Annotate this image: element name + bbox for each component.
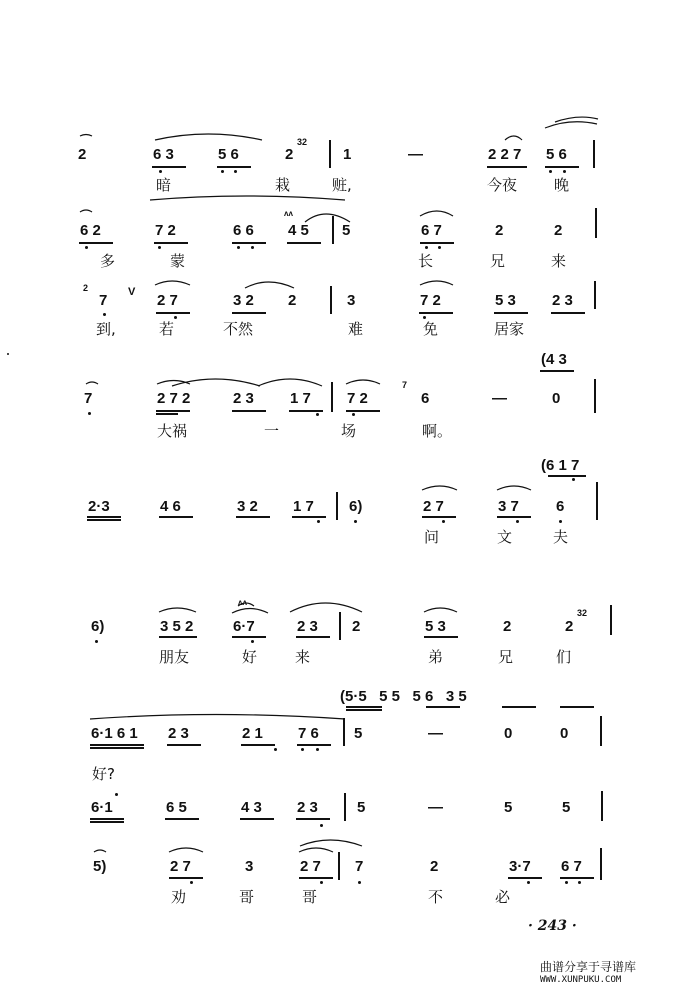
note: 7 2 (155, 222, 176, 239)
note: 2 2 7 (488, 146, 522, 163)
low-dot (442, 520, 445, 523)
bar-line (336, 492, 338, 520)
slur (155, 281, 190, 285)
breath-mark: V (128, 286, 136, 298)
slur (505, 136, 522, 140)
bar-line (600, 716, 602, 746)
low-dot (237, 246, 240, 249)
note: 2 7 (300, 858, 321, 875)
underline (232, 312, 266, 314)
underline (79, 242, 113, 244)
underline (236, 516, 270, 518)
bar-line (601, 791, 603, 821)
tie (80, 210, 92, 212)
slur (420, 281, 453, 285)
note: 1 7 (293, 498, 314, 515)
underline (169, 877, 203, 879)
lyric: 哥 (302, 888, 318, 906)
note: 7 2 (347, 390, 368, 407)
slur (300, 840, 362, 846)
note: 5 (342, 222, 351, 239)
trill-mark: ʌʌ (284, 209, 293, 218)
tie (80, 135, 92, 137)
note: 2 3 (168, 725, 189, 742)
lyric: 暗 (156, 176, 172, 194)
note: 2·3 (88, 498, 110, 515)
lyric: 难 (348, 320, 364, 338)
lyric: 哥 (239, 888, 255, 906)
note: — (492, 390, 507, 407)
note: 4 6 (160, 498, 181, 515)
underline (346, 706, 382, 708)
low-dot (549, 170, 552, 173)
underline (87, 516, 121, 518)
underline (154, 242, 188, 244)
lyric: 好? (92, 765, 115, 783)
underline (232, 410, 266, 412)
note: 6·1 6 1 (91, 725, 138, 742)
note: 3·7 (509, 858, 531, 875)
note: 3 2 (237, 498, 258, 515)
underline (241, 744, 275, 746)
underline (217, 166, 251, 168)
note: 6) (91, 618, 105, 635)
underline (156, 410, 190, 412)
page-number: · 243 · (528, 918, 577, 934)
note: 0 (504, 725, 513, 742)
lyric: 来 (551, 252, 567, 270)
lyric: 长 (418, 252, 434, 270)
lyric: 好 (242, 648, 258, 666)
low-dot (190, 881, 193, 884)
lyric: 晚 (554, 176, 570, 194)
underline (297, 744, 331, 746)
note: 5 (504, 799, 513, 816)
low-dot (103, 313, 106, 316)
slur (290, 603, 362, 612)
underline (419, 312, 453, 314)
slur (422, 486, 457, 490)
underline (159, 516, 193, 518)
note: 7 2 (420, 292, 441, 309)
lyric: 场 (341, 422, 357, 440)
note: 2 7 (170, 858, 191, 875)
note: 2 3 (552, 292, 573, 309)
low-dot (578, 881, 581, 884)
bar-line (600, 848, 602, 880)
underline (540, 370, 574, 372)
grace-note: 7 (402, 380, 408, 390)
underline (487, 166, 527, 168)
slur (155, 134, 262, 140)
underline (90, 818, 124, 820)
slur (545, 122, 597, 128)
slur (172, 379, 260, 386)
slur (299, 848, 333, 852)
underline (296, 818, 330, 820)
underline (346, 410, 380, 412)
note: 2 3 (297, 799, 318, 816)
note: 1 (343, 146, 352, 163)
underline (167, 744, 201, 746)
lyric: 大祸 (157, 422, 188, 440)
note: 4 5 (288, 222, 309, 239)
note: 5 3 (425, 618, 446, 635)
note: 2 1 (242, 725, 263, 742)
stray-dot (7, 353, 9, 355)
low-dot (251, 246, 254, 249)
lyric: 不然 (223, 320, 254, 338)
lyric: 们 (556, 648, 572, 666)
grace-note: 32 (297, 137, 308, 147)
slur (555, 117, 598, 122)
note: 3 7 (498, 498, 519, 515)
lyric: 啊。 (422, 422, 453, 440)
low-dot (320, 881, 323, 884)
note: 2 (495, 222, 504, 239)
low-dot (559, 520, 562, 523)
bar-line (343, 718, 345, 746)
note: — (428, 725, 443, 742)
low-dot (572, 478, 575, 481)
bar-line (332, 216, 334, 244)
slur (157, 381, 190, 385)
underline (156, 312, 190, 314)
note: 5 3 (495, 292, 516, 309)
note: 0 (552, 390, 561, 407)
note: 3 2 (233, 292, 254, 309)
underline (422, 516, 456, 518)
slur (346, 380, 380, 384)
lyric: 兄 (490, 252, 506, 270)
note: 2 (352, 618, 361, 635)
lyric: 不 (428, 888, 444, 906)
intro-notes: (5·5 5 5 5 6 3 5 (340, 688, 467, 705)
underline (502, 706, 536, 708)
slur (90, 715, 345, 720)
note: 6·1 (91, 799, 113, 816)
underline (545, 166, 579, 168)
lyric: 朋友 (159, 648, 190, 666)
low-dot (352, 413, 355, 416)
low-dot (316, 413, 319, 416)
note: 2 (78, 146, 87, 163)
low-dot (95, 640, 98, 643)
note: 6 (421, 390, 430, 407)
note: 6 (556, 498, 565, 515)
grace-note: 32 (577, 608, 588, 618)
bar-line (338, 852, 340, 880)
lyric: 一 (264, 422, 280, 440)
underline (165, 818, 199, 820)
underline (287, 242, 321, 244)
slur (258, 379, 322, 386)
underline (424, 636, 458, 638)
note: 5 (357, 799, 366, 816)
low-dot (527, 881, 530, 884)
underline (152, 166, 186, 168)
note: 4 3 (241, 799, 262, 816)
slur (232, 609, 268, 614)
bar-line (330, 286, 332, 314)
note: 2 (554, 222, 563, 239)
bar-line (331, 382, 333, 412)
lyric: 劝 (171, 888, 187, 906)
note: 5) (93, 858, 107, 875)
note: 2 7 2 (157, 390, 191, 407)
note: 7 (99, 292, 108, 309)
note: 2 (430, 858, 439, 875)
low-dot (516, 520, 519, 523)
underline (420, 242, 454, 244)
bar-line (339, 612, 341, 640)
bar-line (594, 379, 596, 413)
note: 2 (503, 618, 512, 635)
note: 7 (84, 390, 93, 407)
slur (169, 848, 203, 852)
note: 6) (349, 498, 363, 515)
underline (346, 709, 382, 711)
note: 2 (565, 618, 574, 635)
note: 0 (560, 725, 569, 742)
note: 2 3 (297, 618, 318, 635)
note: 5 6 (218, 146, 239, 163)
lyric: 居家 (494, 320, 525, 338)
slur (305, 214, 350, 222)
low-dot (159, 170, 162, 173)
bar-line (593, 140, 595, 168)
note: 6·7 (233, 618, 255, 635)
slur (245, 282, 294, 288)
note: 6 2 (80, 222, 101, 239)
note: — (408, 146, 423, 163)
low-dot (316, 748, 319, 751)
low-dot (358, 881, 361, 884)
low-dot (234, 170, 237, 173)
low-dot (158, 246, 161, 249)
underline (156, 413, 178, 415)
tie (86, 382, 98, 384)
bar-line (329, 140, 331, 168)
grace-note: 2 (83, 283, 89, 293)
underline (232, 242, 266, 244)
bar-line (596, 482, 598, 520)
note: 6 7 (421, 222, 442, 239)
underline (232, 636, 266, 638)
low-dot (221, 170, 224, 173)
underline (494, 312, 528, 314)
low-dot (274, 748, 277, 751)
slur (420, 211, 453, 216)
intro-notes: (4 3 (541, 351, 567, 368)
slur (150, 196, 345, 200)
note: 6 6 (233, 222, 254, 239)
bar-line (595, 208, 597, 238)
underline (548, 475, 586, 477)
underline (497, 516, 531, 518)
lyric: 夫 (553, 528, 569, 546)
bar-line (344, 793, 346, 821)
low-dot (423, 316, 426, 319)
underline (292, 516, 326, 518)
note: 6 5 (166, 799, 187, 816)
note: 2 7 (423, 498, 444, 515)
note: 3 5 2 (160, 618, 194, 635)
underline (289, 410, 323, 412)
note: 5 (354, 725, 363, 742)
note: 6 3 (153, 146, 174, 163)
note: 6 7 (561, 858, 582, 875)
lyric: 若 (159, 320, 175, 338)
low-dot (88, 412, 91, 415)
note: 5 (562, 799, 571, 816)
low-dot (438, 246, 441, 249)
note: — (428, 799, 443, 816)
low-dot (251, 640, 254, 643)
high-dot (115, 793, 118, 796)
lyric: 免 (423, 320, 439, 338)
trill-mark: ʌʌ (238, 598, 247, 607)
lyric: 文 (497, 528, 513, 546)
note: 5 6 (546, 146, 567, 163)
underline (551, 312, 585, 314)
note: 7 6 (298, 725, 319, 742)
lyric: 弟 (428, 648, 444, 666)
note: 2 (288, 292, 297, 309)
lyric: 问 (424, 528, 440, 546)
underline (426, 706, 460, 708)
underline (508, 877, 542, 879)
underline (240, 818, 274, 820)
underline (159, 636, 197, 638)
note: 7 (355, 858, 364, 875)
lyric: 赃, (332, 176, 352, 194)
slur (159, 608, 196, 612)
note: 2 7 (157, 292, 178, 309)
note: 3 (245, 858, 254, 875)
low-dot (320, 824, 323, 827)
lyric: 多 (100, 252, 116, 270)
note: 2 (285, 146, 294, 163)
watermark-url: WWW.XUNPUKU.COM (540, 975, 622, 985)
lyric: 必 (495, 888, 511, 906)
underline (560, 706, 594, 708)
lyric: 今夜 (487, 176, 518, 194)
slur (497, 486, 531, 490)
low-dot (565, 881, 568, 884)
low-dot (563, 170, 566, 173)
intro-notes: (6 1 7 (541, 457, 580, 474)
underline (90, 821, 124, 823)
low-dot (317, 520, 320, 523)
lyric: 来 (295, 648, 311, 666)
underline (90, 744, 144, 746)
underline (560, 877, 594, 879)
underline (87, 519, 121, 521)
underline (299, 877, 333, 879)
low-dot (174, 316, 177, 319)
underline (296, 636, 330, 638)
low-dot (301, 748, 304, 751)
low-dot (354, 520, 357, 523)
bar-line (610, 605, 612, 635)
slur (424, 608, 457, 612)
lyric: 兄 (498, 648, 514, 666)
lyric: 栽 (275, 176, 291, 194)
tie (94, 850, 106, 852)
watermark-text: 曲谱分享于寻谱库 (540, 960, 637, 974)
note: 2 3 (233, 390, 254, 407)
low-dot (85, 246, 88, 249)
note: 3 (347, 292, 356, 309)
low-dot (425, 246, 428, 249)
lyric: 到, (96, 320, 116, 338)
lyric: 蒙 (170, 252, 186, 270)
underline (90, 747, 144, 749)
note: 1 7 (290, 390, 311, 407)
bar-line (594, 281, 596, 309)
